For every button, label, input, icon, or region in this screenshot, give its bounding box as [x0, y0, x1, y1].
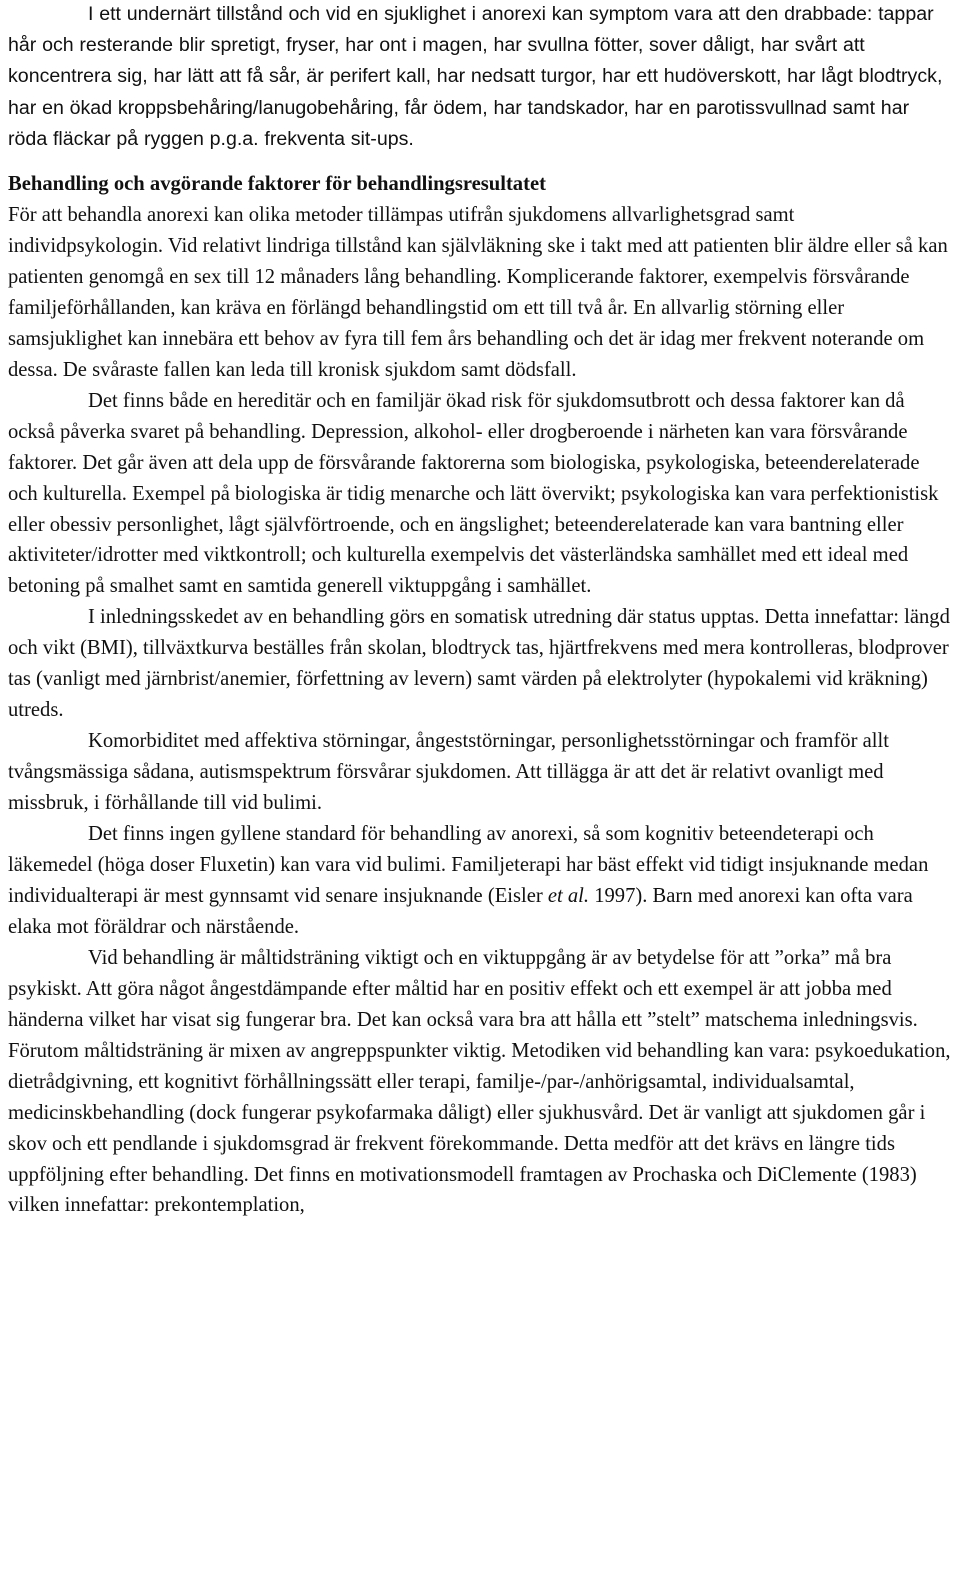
- document-page: [8, 0, 952, 1221]
- gold-standard-text-a: Det finns ingen gyllene standard för behandling av anorexi, så som kognitiv beteendeterapi och läkemedel (höga doser Fluxetin) kan vara vid bulimi. Familjeterapi har bäst effekt vid tidigt insjuknande medan individualterapi är mest gynnsamt vid senare insjuknande (Eisler: [8, 823, 929, 907]
- paragraph-initial-assessment: I inledningsskedet av en behandling görs en somatisk utredning där status upptas. Detta innefattar: längd och vikt (BMI), tillväxtkurva beställes från skolan, blodtryck tas, hjärtfrekvens med mera kontrolleras, blodprover tas (vanligt med järnbrist/anemier, förfettning av levern) samt värden på elektrolyter (hypokalemi vid kräkning) utreds.: [8, 606, 950, 722]
- paragraph-methods: För att behandla anorexi kan olika metoder tillämpas utifrån sjukdomens allvarlighetsgrad samt individpsykologin. Vid relativt lindriga tillstånd kan självläkning ske i takt med att patienten blir äldre eller så kan patienten genomgå en sex till 12 månaders lång behandling. Komplicerande faktorer, exempelvis försvårande familjeförhållanden, kan kräva en förlängd behandlingstid om ett till två år. En allvarlig störning eller samsjuklighet kan innebära ett behov av fyra till fem års behandling och det är idag mer frekvent noterande om dessa. De svåraste fallen kan leda till kronisk sjukdom samt dödsfall.: [8, 203, 948, 381]
- paragraph-gold-standard: [8, 819, 952, 943]
- citation-et-al: et al.: [547, 884, 590, 907]
- treatment-section: [8, 169, 952, 1221]
- section-heading: Behandling och avgörande faktorer för behandlingsresultatet: [8, 173, 546, 196]
- paragraph-comorbidity: Komorbiditet med affektiva störningar, ångeststörningar, personlighetsstörningar och framför allt tvångsmässiga sådana, autismspektrum försvårar sjukdomen. Att tillägga är att det är relativt ovanligt med missbruk, i förhållande till vid bulimi.: [8, 730, 889, 815]
- paragraph-risk-factors: Det finns både en hereditär och en familjär ökad risk för sjukdomsutbrott och dessa faktorer kan då också påverka svaret på behandling. Depression, alkohol- eller drogberoende i närheten kan vara försvårande faktorer. Det går även att dela upp de försvårande faktorerna som biologiska, psykologiska, beteenderelaterade och kulturella. Exempel på biologiska är tidig menarche och lätt övervikt; psykologiska kan vara perfektionistisk eller obessiv personlighet, lågt självförtroende, och en ängslighet; beteenderelaterade kan vara bantning eller aktiviteter/idrotter med viktkontroll; och kulturella exempelvis det västerländska samhället med ett ideal med betoning på smalhet samt en samtida generell viktuppgång i samhället.: [8, 389, 939, 598]
- gold-standard-text-b: 1997). Barn med anorexi kan ofta vara elaka mot föräldrar och närstående.: [8, 884, 913, 938]
- paragraph-symptoms: I ett undernärt tillstånd och vid en sjuklighet i anorexi kan symptom vara att den drabbade: tappar hår och resterande blir spretigt, fryser, har ont i magen, har svullna fötter, sover dåligt, har svårt att koncentrera sig, har lätt att få sår, är perifert kall, har nedsatt turgor, har ett hudöverskott, har lågt blodtryck, har en ökad kroppsbehåring/lanugobehåring, får ödem, har tandskador, har en parotissvullnad samt har röda fläckar på ryggen p.g.a. frekventa sit-ups.: [8, 3, 943, 150]
- paragraph-meal-training: Vid behandling är måltidsträning viktigt och en viktuppgång är av betydelse för att ”orka” må bra psykiskt. Att göra något ångestdämpande efter måltid har en positiv effekt och ett exempel är att jobba med händerna vilket har visat sig fungerar bra. Det kan också vara bra att hålla ett ”stelt” matschema inledningsvis. Förutom måltidsträning är mixen av angreppspunkter viktig. Metodiken vid behandling kan vara: psykoedukation, dietrådgivning, ett kognitivt förhållningssätt eller terapi, familje-/par-/anhörigsamtal, individualsamtal, medicinskbehandling (dock fungerar psykofarmaka dåligt) eller sjukhusvård. Det är vanligt att sjukdomen går i skov och ett pendlande i sjukdomsgrad är frekvent förekommande. Detta medför att det krävs en längre tids uppföljning efter behandling. Det finns en motivationsmodell framtagen av Prochaska och DiClemente (1983) vilken innefattar: prekontemplation,: [8, 946, 951, 1217]
